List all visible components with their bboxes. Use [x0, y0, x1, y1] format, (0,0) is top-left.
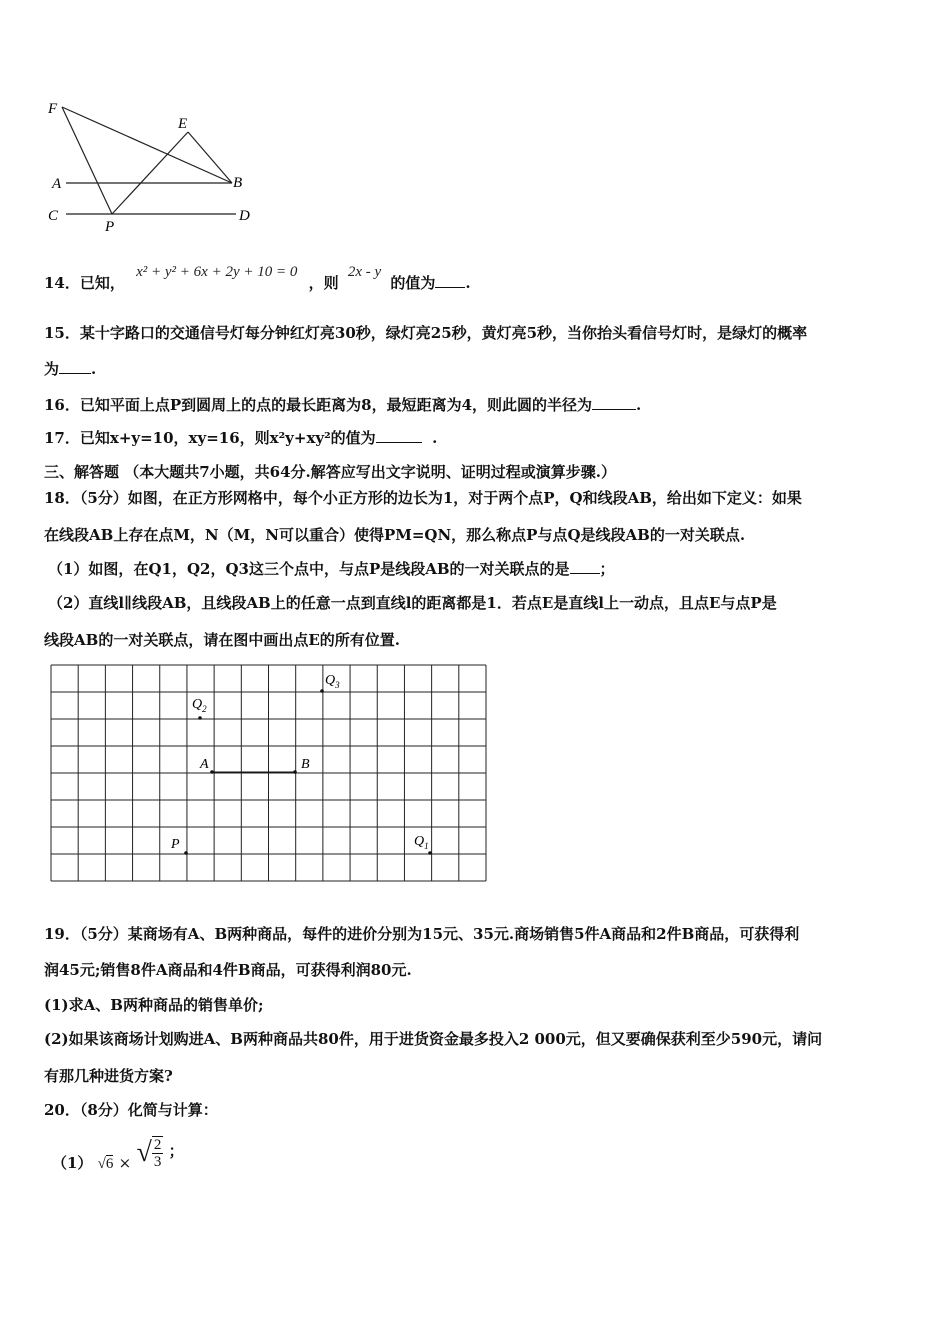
segment-fp: [62, 107, 112, 214]
label-f: F: [48, 101, 58, 117]
sqrt-fraction: √ $\frac{2}{3}$: [136, 1137, 162, 1170]
question-17: [44, 427, 437, 448]
point-q3: [320, 689, 324, 693]
answer-blank[interactable]: [435, 287, 465, 288]
question-16: [44, 394, 641, 415]
question-18-part1: [48, 558, 615, 579]
question-19-part1: (1)求A、B两种商品的销售单价;: [44, 996, 264, 1014]
q14-expr: 2x - y: [347, 264, 382, 280]
q18-part1-text: （1）如图，在Q1，Q2，Q3这三个点中，与点P是线段AB的一对关联点的是: [48, 560, 570, 578]
q17-end: .: [432, 429, 438, 447]
question-19-line1: 19．（5分）某商场有A、B两种商品，每件的进价分别为15元、35元.商场销售5件A商品和2件B商品，可获得利: [44, 925, 800, 943]
question-14: [44, 264, 471, 293]
label-q1: $Q_1$: [414, 834, 429, 851]
q15-prefix: 为: [44, 360, 60, 378]
times-sign: ×: [118, 1154, 132, 1173]
q14-suffix: 的值为: [390, 274, 436, 292]
square-grid-figure: [50, 664, 490, 884]
q14-equation: x² + y² + 6x + 2y + 10 = 0: [136, 264, 298, 280]
answer-blank[interactable]: [376, 442, 422, 443]
label-p: P: [105, 219, 115, 235]
segment-fb: [62, 107, 232, 183]
question-19-line2: 润45元;销售8件A商品和4件B商品，可获得利润80元.: [44, 961, 412, 979]
q15-end: .: [91, 360, 97, 378]
fraction-denominator: 3: [153, 1154, 162, 1170]
label-a: A: [52, 176, 62, 192]
label-q2: $Q_2$: [192, 697, 207, 714]
point-a: [210, 770, 214, 774]
question-19-part2-line1: (2)如果该商场计划购进A、B两种商品共80件，用于进货资金最多投入2 000元，但又要确保获利至少590元，请问: [44, 1030, 823, 1048]
point-p: [184, 851, 188, 855]
label-b: B: [233, 175, 243, 191]
segment-eb: [188, 132, 232, 183]
question-18-line1: 18．（5分）如图，在正方形网格中，每个小正方形的边长为1，对于两个点P，Q和线段AB，给出如下定义：如果: [44, 489, 802, 507]
q14-end: .: [465, 274, 471, 292]
q16-end: .: [636, 396, 642, 414]
answer-blank[interactable]: [59, 373, 91, 374]
label-p: P: [171, 837, 180, 852]
point-q2: [198, 716, 202, 720]
question-19-part2-line2: 有那几种进货方案?: [44, 1067, 173, 1085]
question-18-part2-line2: 线段AB的一对关联点，请在图中画出点E的所有位置.: [44, 631, 400, 649]
point-q1: [428, 851, 432, 855]
geometry-figure: [40, 95, 270, 240]
label-a: A: [200, 757, 209, 772]
q18-part1-end: ；: [599, 560, 615, 578]
q14-middle: ，则: [308, 274, 339, 292]
q20-part1-end: ；: [168, 1142, 184, 1161]
q14-prefix: 14．已知，: [44, 274, 125, 292]
label-q3: $Q_3$: [325, 673, 340, 690]
q16-text: 16．已知平面上点P到圆周上的点的最长距离为8，最短距离为4，则此圆的半径为: [44, 396, 593, 414]
q17-text: 17．已知x+y=10，xy=16，则x²y+xy²的值为: [44, 429, 376, 447]
question-18-line2: 在线段AB上存在点M，N（M，N可以重合）使得PM=QN，那么称点P与点Q是线段AB的一对关联点.: [44, 526, 746, 544]
label-c: C: [48, 208, 59, 224]
fraction-numerator: 2: [153, 1137, 162, 1153]
q20-part1-label: （1）: [52, 1154, 93, 1173]
question-15-line2: [44, 358, 96, 379]
segment-pe: [112, 132, 188, 214]
label-e: E: [178, 116, 188, 132]
question-18-part2-line1: （2）直线l∥线段AB，且线段AB上的任意一点到直线l的距离都是1．若点E是直线l上一动点，且点E与点P是: [48, 594, 777, 612]
section-3-title: 三、解答题 （本大题共7小题，共64分.解答应写出文字说明、证明过程或演算步骤.）: [44, 463, 616, 481]
question-20-title: 20．（8分）化简与计算：: [44, 1101, 218, 1119]
point-b: [293, 770, 297, 774]
sqrt-6: √6: [97, 1156, 114, 1173]
question-20-part1: [52, 1136, 184, 1173]
answer-blank[interactable]: [570, 573, 600, 574]
question-15-line1: 15．某十字路口的交通信号灯每分钟红灯亮30秒，绿灯亮25秒，黄灯亮5秒，当你抬头看信号灯时，是绿灯的概率: [44, 324, 808, 342]
answer-blank[interactable]: [592, 409, 636, 410]
label-d: D: [239, 208, 250, 224]
label-b: B: [301, 757, 310, 772]
